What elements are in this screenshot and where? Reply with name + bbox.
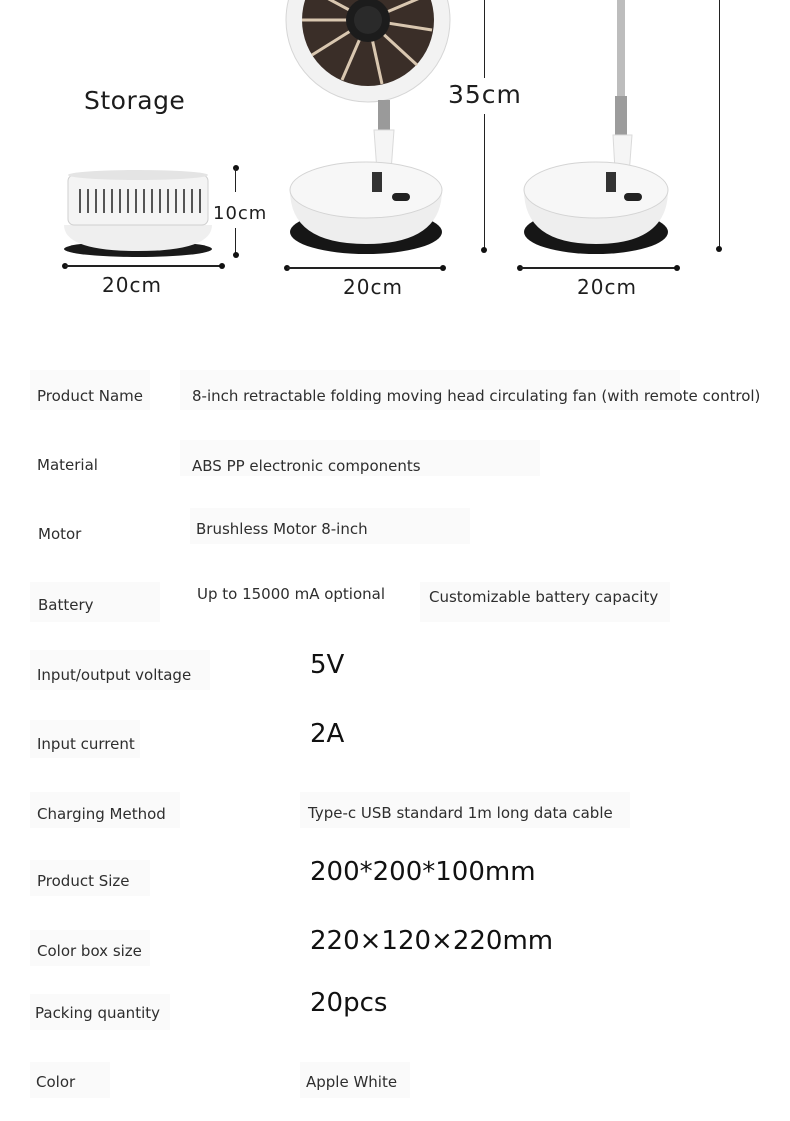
max-width-label: 20cm — [577, 275, 637, 299]
spec-label-box: Color box size — [37, 942, 142, 960]
spec-value-size: 200*200*100mm — [310, 857, 536, 887]
folded-fan-image — [58, 165, 218, 260]
spec-label-product-name: Product Name — [37, 387, 143, 405]
product-illustration — [0, 0, 790, 310]
spec-label-material: Material — [37, 456, 98, 474]
spec-label-size: Product Size — [37, 872, 130, 890]
spec-label-voltage: Input/output voltage — [37, 666, 192, 684]
spec-label-packing: Packing quantity — [35, 1004, 160, 1022]
storage-height-label: 10cm — [213, 203, 268, 224]
spec-value-current: 2A — [310, 719, 345, 749]
spec-table — [0, 330, 790, 1121]
spec-value-box: 220×120×220mm — [310, 926, 554, 956]
max-extended-fan-image — [520, 0, 680, 265]
spec-label-color: Color — [36, 1073, 76, 1091]
spec-value-packing: 20pcs — [310, 988, 388, 1018]
spec-label-charging: Charging Method — [37, 805, 166, 823]
spec-value-color: Apple White — [306, 1073, 398, 1091]
spec-value-battery: Up to 15000 mA optional — [197, 585, 386, 603]
spec-value-product-name: 8-inch retractable folding moving head circulating fan (with remote control) — [192, 387, 761, 405]
height-label: 35cm — [448, 80, 522, 109]
spec-label-motor: Motor — [38, 525, 82, 543]
spec-value-motor: Brushless Motor 8-inch — [196, 520, 368, 538]
extended-fan-image — [282, 0, 452, 265]
spec-label-current: Input current — [37, 735, 135, 753]
extended-width-label: 20cm — [343, 275, 403, 299]
spec-value-material: ABS PP electronic components — [192, 457, 421, 475]
spec-value-voltage: 5V — [310, 650, 345, 680]
spec-value-charging: Type-c USB standard 1m long data cable — [308, 804, 613, 822]
storage-width-label: 20cm — [102, 273, 162, 297]
spec-note-battery: Customizable battery capacity — [429, 588, 659, 606]
spec-label-battery: Battery — [38, 596, 94, 614]
storage-label: Storage — [84, 86, 186, 115]
